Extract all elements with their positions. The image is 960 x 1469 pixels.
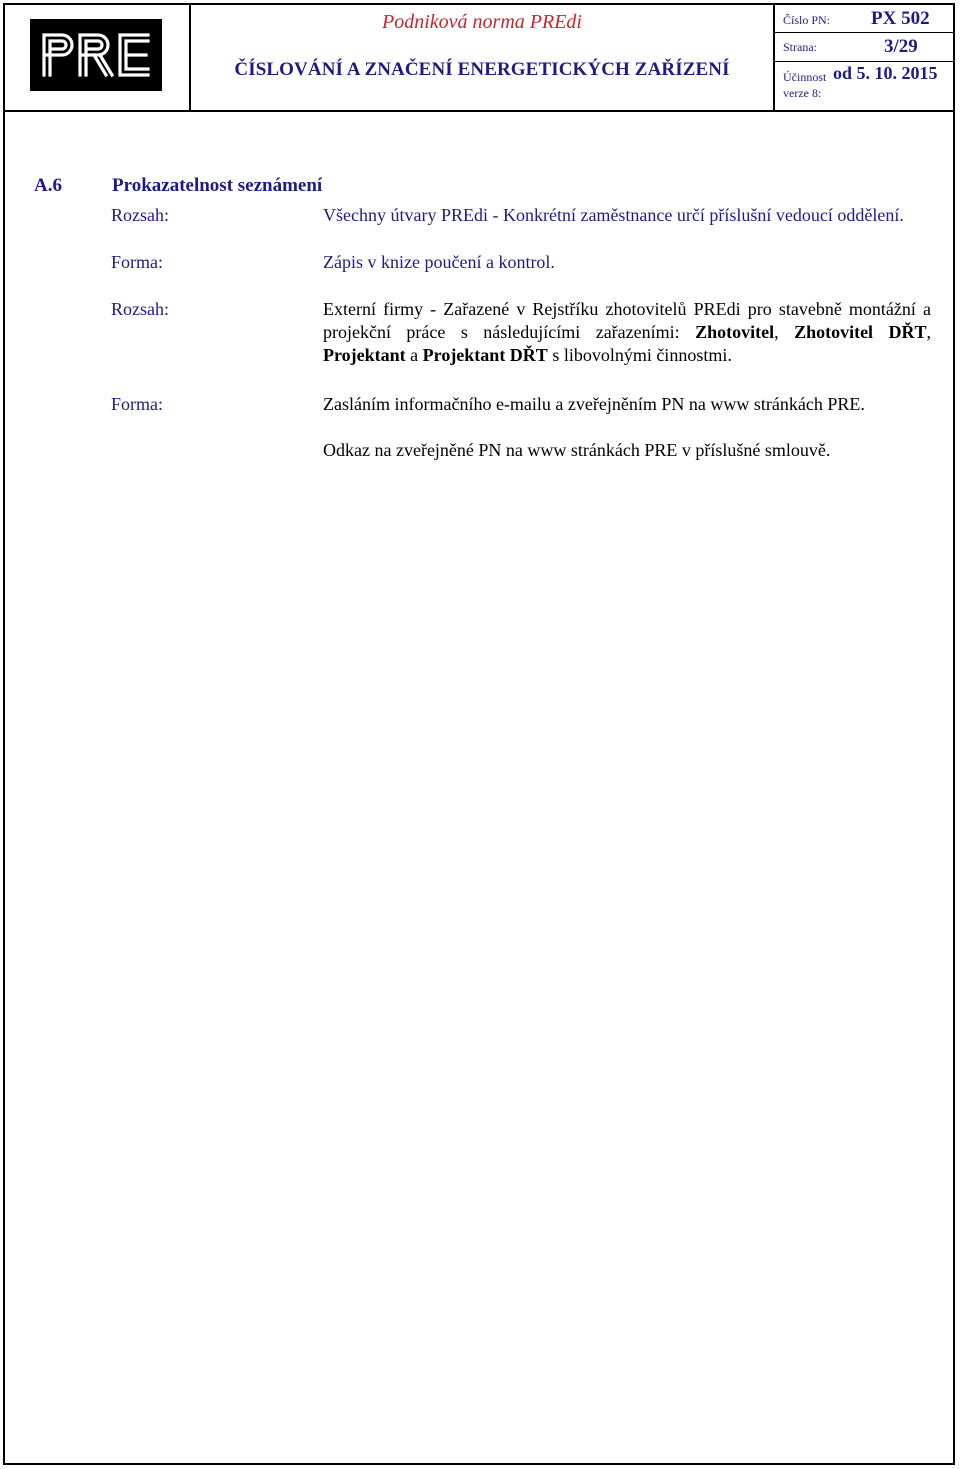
logo-cell <box>5 5 191 110</box>
forma-text: Zápis v knize poučení a kontrol. <box>323 252 555 272</box>
document-title: ČÍSLOVÁNÍ A ZNAČENÍ ENERGETICKÝCH ZAŘÍZENÍ <box>234 59 730 80</box>
forma-text: Zasláním informačního e-mailu a zveřejněním PN na www stránkách PRE. <box>323 394 865 414</box>
document-header <box>5 5 953 112</box>
strana-value: 3/29 <box>884 36 918 57</box>
strana-label: Strana: <box>783 40 817 54</box>
cislo-value: PX 502 <box>871 8 930 29</box>
term-projektant: Projektant <box>323 345 406 365</box>
separator: a <box>405 345 423 365</box>
meta-divider <box>775 32 953 33</box>
separator: , <box>926 322 932 342</box>
section-number: A.6 <box>34 175 62 196</box>
rozsah-label: Rozsah: <box>111 205 169 225</box>
rozsah-label: Rozsah: <box>111 299 169 319</box>
cislo-label: Číslo PN: <box>783 13 831 27</box>
pre-logo <box>30 19 162 91</box>
rozsah-text: Všechny útvary PREdi - Konkrétní zaměstnance určí příslušní vedoucí oddělení. <box>323 205 904 225</box>
term-zhotovitel: Zhotovitel <box>695 322 775 342</box>
rozsah-text-part: s libovolnými činnostmi. <box>547 345 732 365</box>
term-zhotovitel-drt: Zhotovitel DŘT <box>794 322 927 342</box>
norm-title: Podniková norma PREdi <box>382 11 582 33</box>
section-title: Prokazatelnost seznámení <box>112 175 323 196</box>
meta-divider <box>775 61 953 62</box>
separator: , <box>774 322 795 342</box>
forma-text-link: Odkaz na zveřejněné PN na www stránkách PRE v příslušné smlouvě. <box>323 440 831 460</box>
forma-label: Forma: <box>111 394 163 414</box>
title-cell <box>191 5 775 110</box>
ucinnost-label: Účinnost <box>783 70 827 84</box>
verze-label: verze 8: <box>783 86 822 100</box>
forma-label: Forma: <box>111 252 163 272</box>
rozsah-text-part: Externí firmy - Zařazené v Rejstříku zhotovitelů PREdi pro stavebně montážní a projekční práce s následujícími zařazeními: <box>323 299 931 342</box>
rozsah-text <box>323 298 931 367</box>
meta-cell <box>775 5 953 110</box>
term-projektant-drt: Projektant DŘT <box>422 345 548 365</box>
ucinnost-value: od 5. 10. 2015 <box>833 63 938 83</box>
pre-logo-mark <box>30 19 162 91</box>
